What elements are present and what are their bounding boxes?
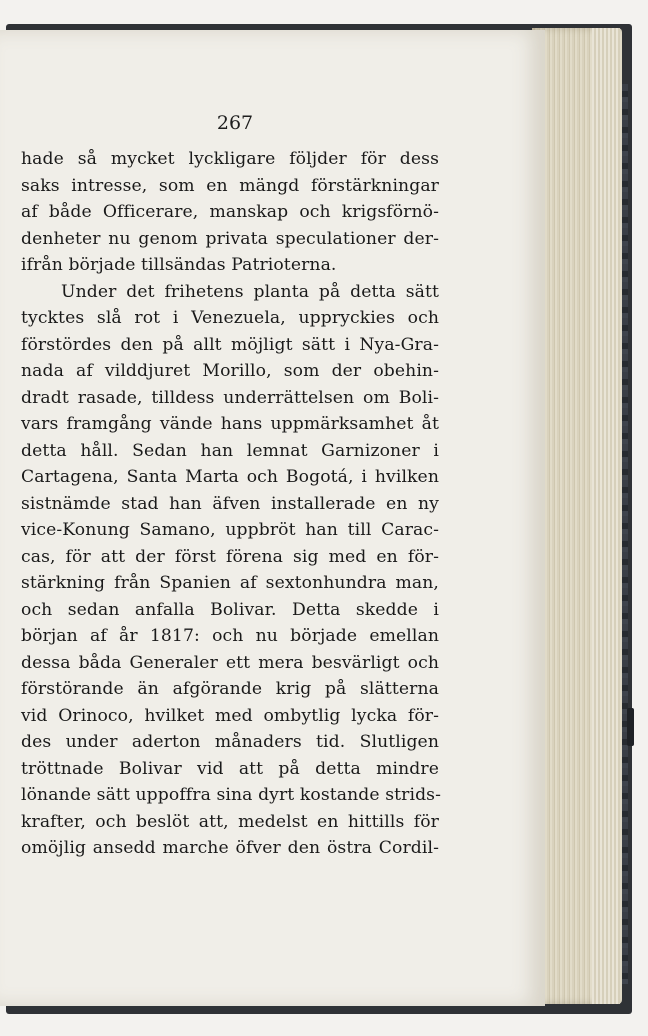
cover-clasp [627, 708, 634, 746]
text-line: krafter, och beslöt att, medelst en hittills för [21, 811, 439, 832]
text-line: vice-Konung Samano, uppbröt han till Carac- [21, 520, 439, 540]
text-line: lönande sätt uppoffra sina dyrt kostande strids- [21, 785, 441, 805]
book-page [0, 30, 545, 1006]
text-line: omöjlig ansedd marche öfver den östra Cordil- [21, 838, 439, 858]
text-line: stärkning från Spanien af sextonhundra man, [21, 573, 439, 593]
text-line: hade så mycket lyckligare följder för dess [21, 149, 439, 169]
page-number: 267 [216, 112, 254, 134]
text-line: tycktes slå rot i Venezuela, uppryckies och [21, 308, 439, 328]
page-edges [532, 28, 622, 1004]
page-edges-inner [592, 28, 620, 1004]
text-line: vars framgång vände hans uppmärksamhet åt [21, 414, 439, 434]
text-line: cas, för att der först förena sig med en för- [21, 546, 439, 567]
text-line: af både Officerare, manskap och krigsförnö- [21, 202, 439, 222]
text-line: vid Orinoco, hvilket med ombytlig lycka för- [21, 705, 439, 726]
page-text [21, 146, 439, 862]
text-line: tröttnade Bolivar vid att på detta mindre [21, 758, 439, 779]
text-line: Cartagena, Santa Marta och Bogotá, i hvilken [21, 467, 439, 487]
text-line: des under aderton månaders tid. Slutligen [21, 732, 439, 752]
text-line: sistnämde stad han äfven installerade en ny [21, 493, 439, 514]
text-line: dessa båda Generaler ett mera besvärligt och [21, 652, 439, 673]
text-line: Under det frihetens planta på detta sätt [61, 281, 439, 302]
text-line: denheter nu genom privata speculationer der- [21, 228, 439, 249]
text-line: början af år 1817: och nu började emellan [21, 626, 439, 646]
text-line: förstördes den på allt möjligt sätt i Nya-Gra- [21, 334, 439, 355]
text-line: saks intresse, som en mängd förstärkningar [21, 175, 439, 196]
text-line: ifrån började tillsändas Patrioterna. [21, 255, 337, 275]
text-line: förstörande än afgörande krig på slätterna [21, 679, 439, 699]
text-line: dradt rasade, tilldess underrättelsen om Boli- [21, 387, 439, 408]
text-line: och sedan anfalla Bolivar. Detta skedde i [21, 599, 439, 620]
text-line: detta håll. Sedan han lemnat Garnizoner i [21, 440, 439, 461]
text-line: nada af vilddjuret Morillo, som der obehin- [21, 361, 439, 381]
